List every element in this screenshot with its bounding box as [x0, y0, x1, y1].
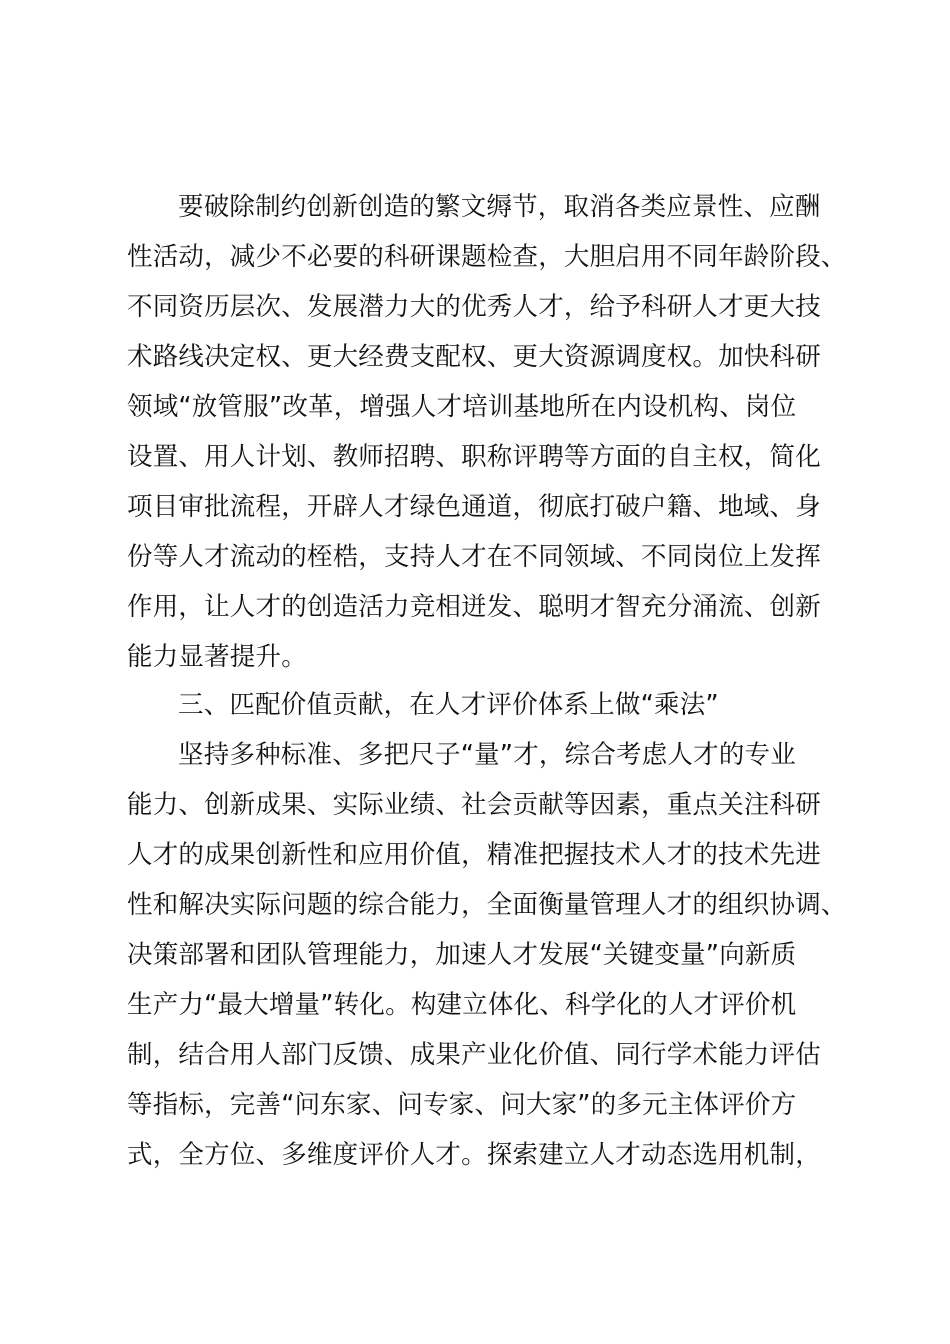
paragraph-line: 能力、创新成果、实际业绩、社会贡献等因素，重点关注科研 — [127, 790, 821, 820]
paragraph-line: 生产力“最大增量”转化。构建立体化、科学化的人才评价机 — [127, 990, 797, 1020]
paragraph-line: 制，结合用人部门反馈、成果产业化价值、同行学术能力评估 — [127, 1040, 821, 1070]
paragraph-line: 术路线决定权、更大经费支配权、更大资源调度权。加快科研 — [127, 342, 821, 372]
paragraph-line: 设置、用人计划、教师招聘、职称评聘等方面的自主权，简化 — [127, 442, 821, 472]
paragraph-line: 决策部署和团队管理能力，加速人才发展“关键变量”向新质 — [127, 940, 797, 970]
paragraph-line: 等指标，完善“问东家、问专家、问大家”的多元主体评价方 — [127, 1090, 797, 1120]
paragraph-line: 性活动，减少不必要的科研课题检查，大胆启用不同年龄阶段、 — [127, 242, 847, 272]
paragraph-line: 能力显著提升。 — [127, 642, 307, 672]
paragraph-line: 性和解决实际问题的综合能力，全面衡量管理人才的组织协调、 — [127, 890, 847, 920]
paragraph-line: 领域“放管服”改革，增强人才培训基地所在内设机构、岗位 — [127, 392, 797, 422]
paragraph-line: 坚持多种标准、多把尺子“量”才，综合考虑人才的专业 — [178, 740, 796, 770]
paragraph-line: 要破除制约创新创造的繁文缛节，取消各类应景性、应酬 — [178, 192, 821, 222]
paragraph-line: 项目审批流程，开辟人才绿色通道，彻底打破户籍、地域、身 — [127, 492, 821, 522]
paragraph-line: 作用，让人才的创造活力竞相迸发、聪明才智充分涌流、创新 — [127, 592, 821, 622]
paragraph-line: 份等人才流动的桎梏，支持人才在不同领域、不同岗位上发挥 — [127, 542, 821, 572]
paragraph-line: 不同资历层次、发展潜力大的优秀人才，给予科研人才更大技 — [127, 292, 821, 322]
section-heading: 三、匹配价值贡献，在人才评价体系上做“乘法” — [178, 690, 719, 720]
paragraph-line: 人才的成果创新性和应用价值，精准把握技术人才的技术先进 — [127, 840, 821, 870]
paragraph-line: 式，全方位、多维度评价人才。探索建立人才动态选用机制， — [127, 1140, 821, 1170]
